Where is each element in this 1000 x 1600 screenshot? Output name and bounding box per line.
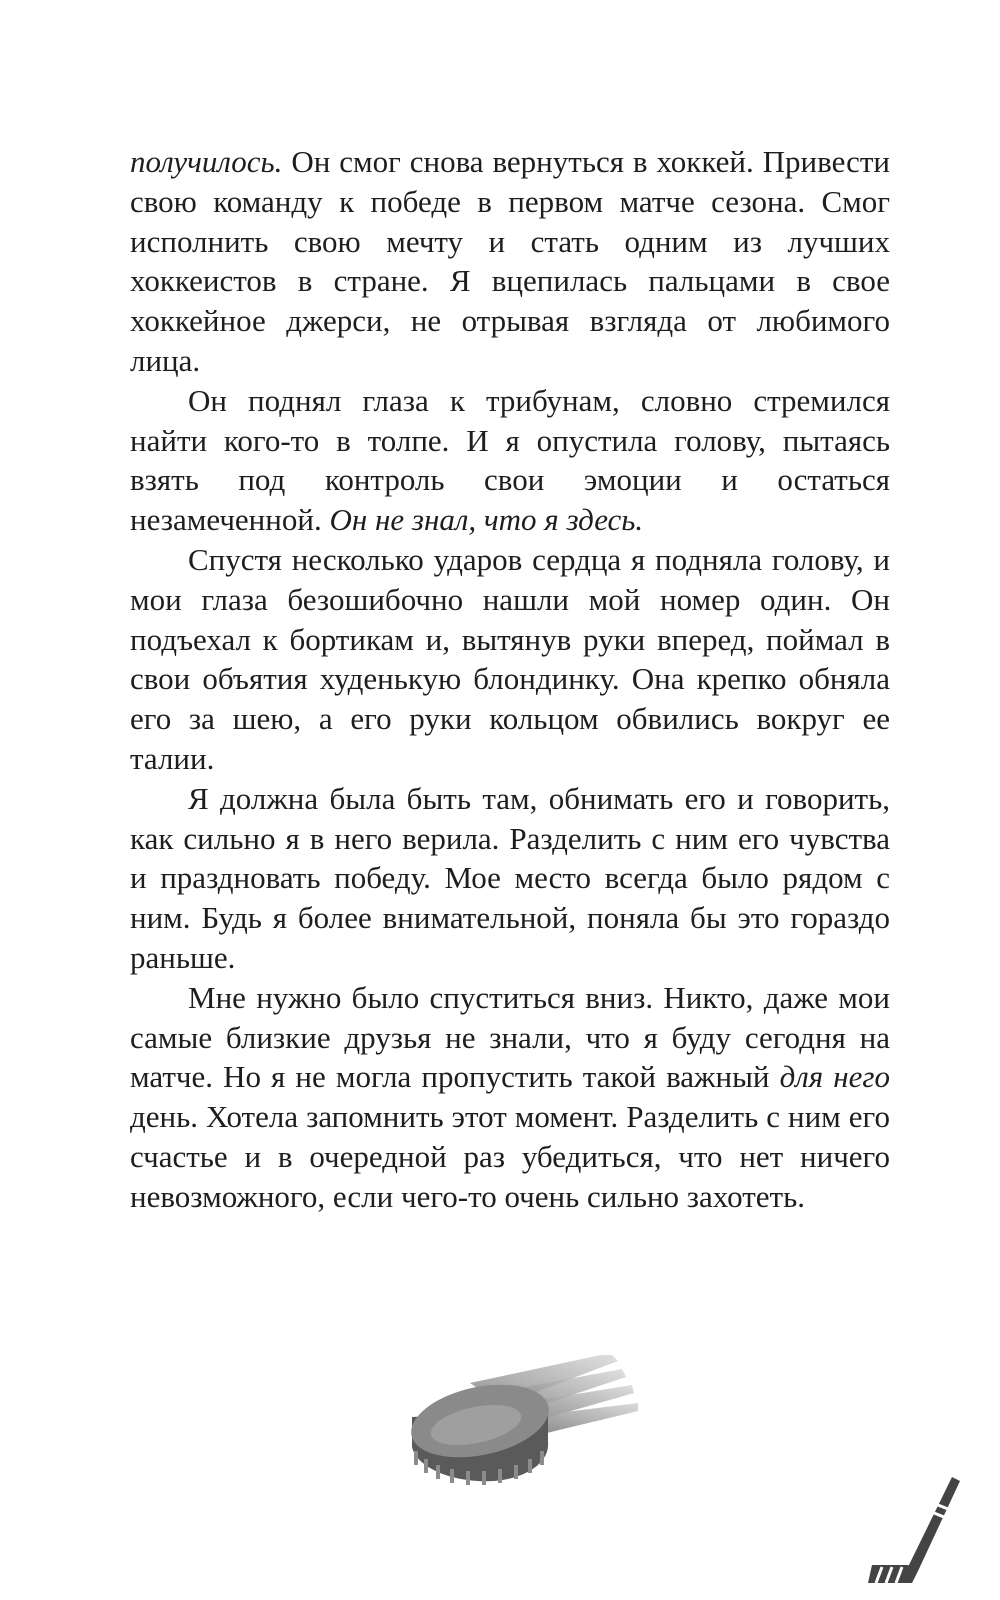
paragraph-5-run-3: день. Хотела запомнить этот момент. Разделить с ним его счастье и в очередной раз убедиться, что нет ничего невозможного, если чего-то очень сильно захотеть. <box>130 1099 890 1214</box>
paragraph-3 <box>130 540 890 779</box>
paragraph-1-run-1: получилось. <box>130 144 283 179</box>
paragraph-1-run-2: Он смог снова вернуться в хоккей. Привести свою команду к победе в первом матче сезона. Смог исполнить свою мечту и стать одним из лучших хоккеистов в стране. Я вцепилась пальцами в свое хоккейное джерси, не отрывая взгляда от любимого лица. <box>130 144 890 378</box>
hockey-stick-icon <box>860 1475 970 1590</box>
paragraph-2-run-2: Он не знал, что я здесь. <box>329 502 644 538</box>
paragraph-4-run-1: Я должна была быть там, обнимать его и говорить, как сильно я в него верила. Разделить с ним его чувства и праздновать победу. Мое место всегда было рядом с ним. Будь я более внимательной, поняла бы это гораздо раньше. <box>130 780 890 975</box>
paragraph-2-run-1: Он поднял глаза к трибунам, словно стремился найти кого-то в толпе. И я опустила голову, пытаясь взять под контроль свои эмоции и остаться незамеченной. <box>130 382 890 538</box>
stick-shaft <box>908 1477 960 1571</box>
paragraph-4 <box>130 779 890 978</box>
paragraph-1 <box>130 142 890 381</box>
paragraph-5-run-2: для него <box>779 1059 890 1095</box>
paragraph-3-run-1: Спустя несколько ударов сердца я подняла голову, и мои глаза безошибочно нашли мой номер один. Он подъехал к бортикам и, вытянув руки вперед, поймал в свои объятия худенькую блондинку. Она крепко обняла его за шею, а его руки кольцом обвились вокруг ее талии. <box>130 541 890 776</box>
hockey-puck-icon <box>410 1355 640 1495</box>
paragraph-2 <box>130 381 890 540</box>
paragraph-5-run-1: Мне нужно было спуститься вниз. Никто, даже мои самые близкие друзья не знали, что я буду сегодня на матче. Но я не могла пропустить такой важный <box>130 979 890 1095</box>
paragraph-5 <box>130 978 890 1217</box>
book-page-text <box>130 142 890 1217</box>
